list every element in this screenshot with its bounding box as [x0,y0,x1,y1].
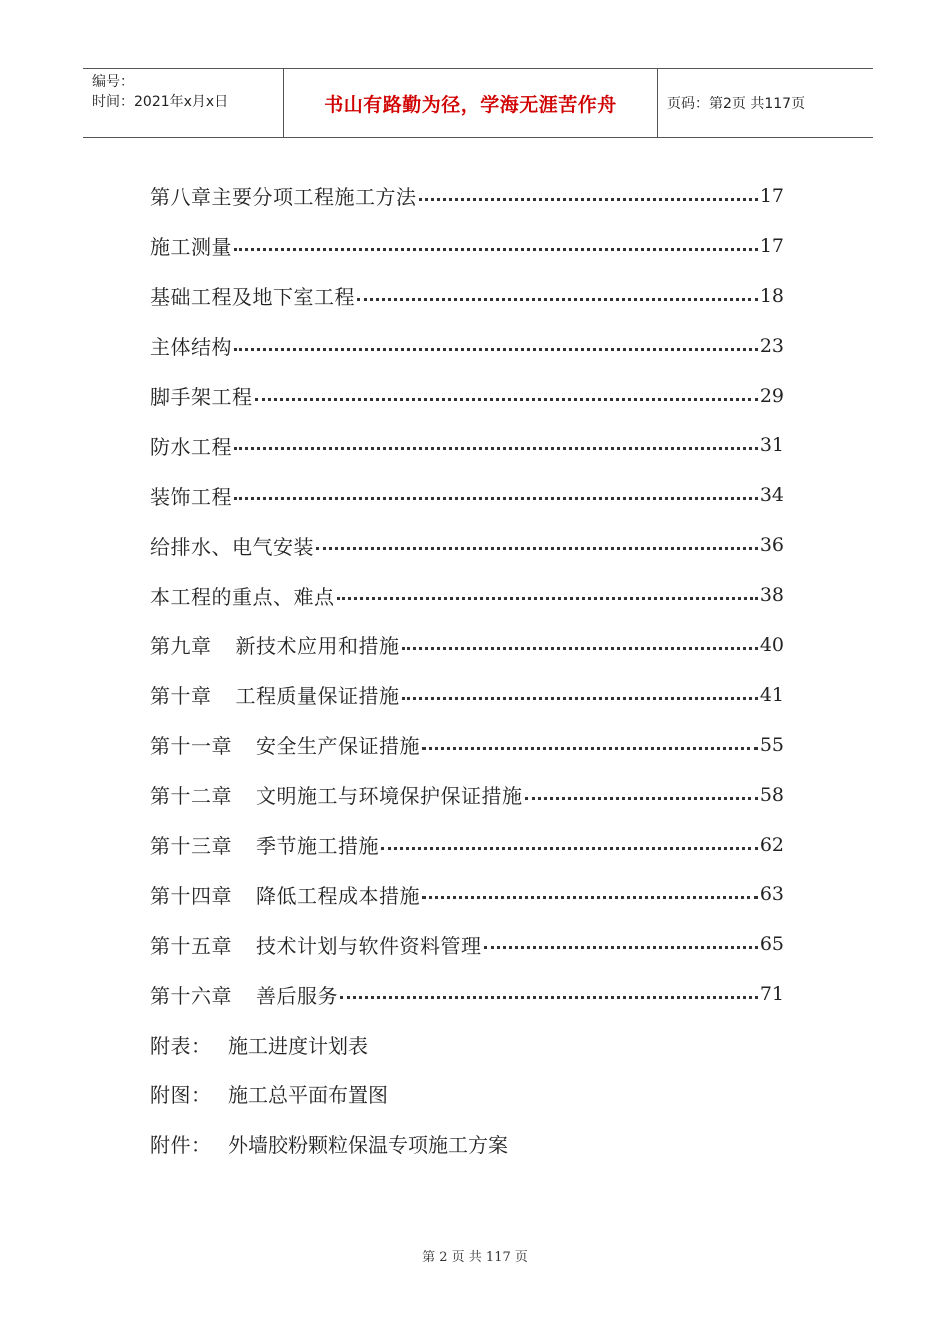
toc-chapter-label: 施工测量 [150,235,232,260]
toc-dot-leader [234,485,758,505]
toc-entry-title [150,780,523,809]
toc-entry-title [150,281,355,310]
toc-entry[interactable] [150,470,784,520]
toc-entry-title [150,830,379,859]
toc-entry-title [150,930,482,959]
toc-chapter-label: 防水工程 [150,434,232,459]
toc-chapter-label: 第十一章 [150,734,232,759]
toc-entry[interactable] [150,371,784,421]
toc-chapter-label: 第八章主要分项工程施工方法 [150,185,417,210]
toc-dot-leader [234,336,758,356]
toc-dot-leader [422,884,758,904]
header-motto: 书山有路勤为径，学海无涯苦作舟 [284,69,658,137]
appendix-entry[interactable] [150,1019,784,1069]
toc-entry[interactable] [150,670,784,720]
appendix-entry[interactable] [150,1069,784,1119]
toc-dot-leader [316,535,758,555]
page-header [83,68,873,138]
toc-entry-title [150,680,400,709]
toc-entry-title [150,331,232,360]
toc-page-number: 41 [759,683,784,706]
header-page-info: 页码：第2页 共117页 [667,96,806,112]
toc-entry[interactable] [150,171,784,221]
toc-chapter-name: 工程质量保证措施 [235,684,400,709]
toc-dot-leader [255,386,758,406]
toc-entry-title [150,481,232,510]
document-number-label: 编号： [92,74,134,90]
toc-dot-leader [340,984,758,1004]
toc-entry[interactable] [150,770,784,820]
toc-chapter-label: 第十六章 [150,983,232,1008]
document-time-label: 时间：2021年x月x日 [92,94,229,110]
toc-page-number: 62 [759,833,784,856]
toc-page-number: 29 [759,384,784,407]
toc-entry[interactable] [150,420,784,470]
toc-chapter-label: 第十三章 [150,834,232,859]
toc-chapter-label: 本工程的重点、难点 [150,584,335,609]
appendix-label: 附图： [150,1083,212,1108]
appendix-entry[interactable] [150,1119,784,1169]
toc-page-number: 31 [759,434,784,457]
appendix-label: 附表： [150,1033,212,1058]
appendix-title: 施工进度计划表 [228,1033,368,1058]
toc-entry-title [150,630,400,659]
appendix-label: 附件： [150,1133,212,1158]
toc-dot-leader [525,785,758,805]
toc-page-number: 65 [759,933,784,956]
toc-chapter-name: 技术计划与软件资料管理 [256,933,482,958]
toc-entry[interactable] [150,969,784,1019]
toc-dot-leader [234,236,758,256]
toc-entry[interactable] [150,620,784,670]
toc-chapter-label: 给排水、电气安装 [150,534,314,559]
toc-page-number: 17 [759,234,784,257]
toc-entry[interactable] [150,271,784,321]
toc-page-number: 71 [759,983,784,1006]
toc-appendices [150,1019,784,1169]
toc-page-number: 18 [759,284,784,307]
header-meta-cell [83,69,284,137]
toc-dot-leader [337,585,758,605]
toc-entry[interactable] [150,570,784,620]
toc-chapter-name: 安全生产保证措施 [256,734,420,759]
toc-dot-leader [419,186,758,206]
toc-chapter-label: 第十章 [150,684,212,709]
toc-entries [150,171,784,1019]
toc-dot-leader [234,435,758,455]
toc-entry[interactable] [150,321,784,371]
toc-chapter-label: 第十五章 [150,933,232,958]
toc-chapter-label: 第十四章 [150,883,232,908]
toc-entry[interactable] [150,221,784,271]
toc-dot-leader [422,735,758,755]
toc-entry[interactable] [150,720,784,770]
toc-dot-leader [357,286,758,306]
toc-chapter-name: 降低工程成本措施 [256,883,420,908]
toc-chapter-label: 第十二章 [150,784,232,809]
toc-chapter-name: 新技术应用和措施 [235,634,400,659]
toc-page-number: 38 [759,584,784,607]
page-footer: 第 2 页 共 117 页 [422,1250,528,1265]
toc-chapter-name: 文明施工与环境保护保证措施 [256,784,523,809]
toc-page-number: 58 [759,783,784,806]
toc-entry[interactable] [150,869,784,919]
toc-entry-title [150,381,253,410]
toc-chapter-name: 季节施工措施 [256,834,379,859]
toc-entry-title [150,431,232,460]
toc-entry-title [150,980,338,1009]
toc-entry-title [150,231,232,260]
toc-dot-leader [402,685,758,705]
toc-page-number: 23 [759,334,784,357]
toc-entry[interactable] [150,919,784,969]
toc-page-number: 17 [759,184,784,207]
toc-entry-title [150,581,335,610]
toc-entry[interactable] [150,520,784,570]
toc-chapter-label: 脚手架工程 [150,385,253,409]
toc-page-number: 36 [759,534,784,557]
toc-page-number: 40 [759,633,784,656]
toc-page-number: 55 [759,733,784,756]
toc-chapter-name: 善后服务 [256,983,338,1008]
appendix-title: 施工总平面布置图 [228,1083,388,1108]
toc-entry-title [150,730,420,759]
toc-chapter-label: 第九章 [150,634,212,659]
toc-entry[interactable] [150,820,784,870]
toc-chapter-label: 装饰工程 [150,484,232,509]
table-of-contents [150,171,784,1169]
toc-entry-title [150,181,417,210]
toc-page-number: 34 [759,484,784,507]
toc-dot-leader [402,635,758,655]
appendix-title: 外墙胶粉颗粒保温专项施工方案 [228,1133,508,1158]
toc-chapter-label: 主体结构 [150,335,232,360]
toc-page-number: 63 [759,883,784,906]
toc-chapter-label: 基础工程及地下室工程 [150,285,355,310]
toc-entry-title [150,531,314,560]
toc-entry-title [150,880,420,909]
toc-dot-leader [381,835,758,855]
toc-dot-leader [484,934,758,954]
